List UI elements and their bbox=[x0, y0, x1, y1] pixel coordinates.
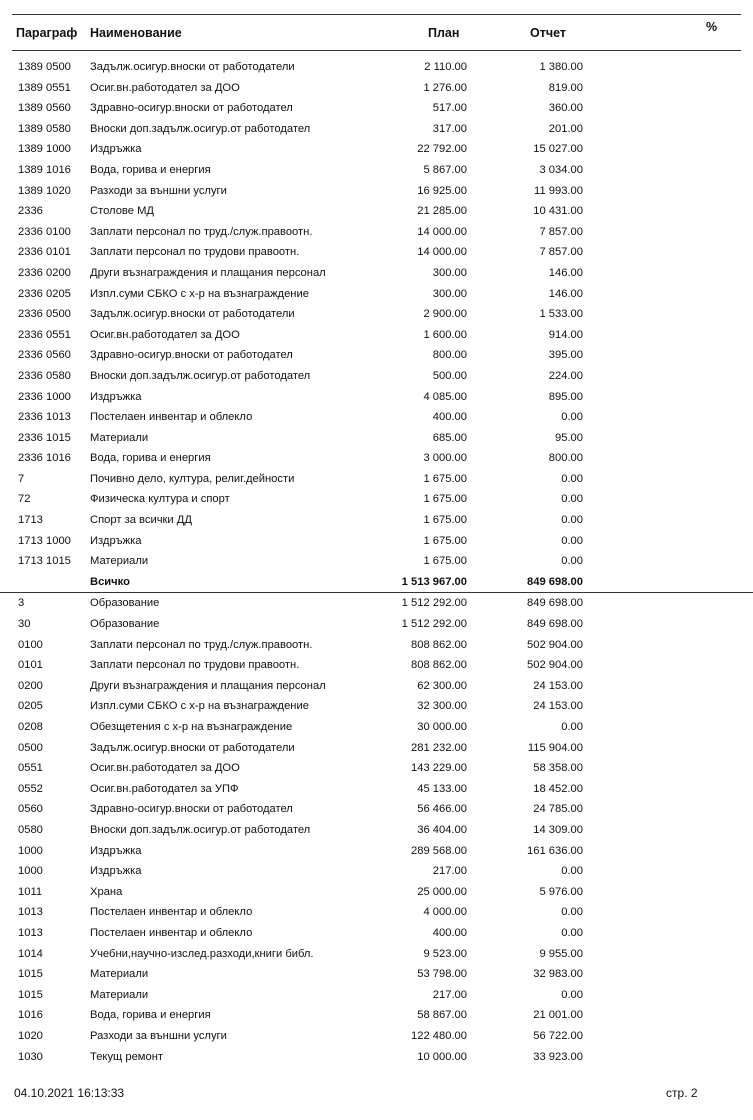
row-paragraph: 2336 0560 bbox=[18, 349, 71, 362]
row-report: 115 904.00 bbox=[527, 741, 583, 754]
row-name: Осиг.вн.работодател за ДОО bbox=[90, 328, 240, 341]
row-name: Вноски доп.задълж.осигур.от работодател bbox=[90, 122, 311, 135]
table-row bbox=[0, 345, 753, 366]
table-row bbox=[0, 944, 753, 965]
table-row bbox=[0, 717, 753, 738]
row-paragraph: 2336 0200 bbox=[18, 266, 71, 279]
row-report: 7 857.00 bbox=[539, 246, 583, 259]
row-report: 3 034.00 bbox=[539, 163, 583, 176]
row-name: Постелаен инвентар и облекло bbox=[90, 926, 253, 939]
table-row bbox=[0, 861, 753, 882]
row-report: 0.00 bbox=[561, 411, 583, 424]
row-paragraph: 1000 bbox=[18, 844, 43, 857]
row-plan: 58 867.00 bbox=[417, 1009, 467, 1022]
row-name: Осиг.вн.работодател за ДОО bbox=[90, 762, 240, 775]
row-report: 9 955.00 bbox=[539, 947, 583, 960]
table-row bbox=[0, 57, 753, 78]
row-plan: 500.00 bbox=[432, 369, 467, 382]
row-paragraph: 1389 1016 bbox=[18, 163, 71, 176]
row-report: 0.00 bbox=[561, 555, 583, 568]
row-plan: 32 300.00 bbox=[417, 700, 467, 713]
table-row bbox=[0, 531, 753, 552]
row-name: Вноски доп.задълж.осигур.от работодател bbox=[90, 369, 311, 382]
row-paragraph: 1015 bbox=[18, 988, 43, 1001]
row-paragraph: 0208 bbox=[18, 721, 43, 733]
row-report: 95.00 bbox=[555, 431, 583, 444]
row-plan: 1 276.00 bbox=[423, 81, 467, 94]
row-plan: 2 900.00 bbox=[423, 308, 467, 321]
table-header bbox=[16, 20, 736, 48]
table-row bbox=[0, 181, 753, 202]
row-plan: 14 000.00 bbox=[417, 225, 467, 238]
row-plan: 9 523.00 bbox=[423, 947, 467, 960]
row-name: Храна bbox=[90, 885, 123, 898]
row-name: Издръжка bbox=[90, 534, 142, 547]
row-name: Задълж.осигур.вноски от работодатели bbox=[90, 61, 295, 73]
row-plan: 30 000.00 bbox=[417, 721, 467, 733]
row-plan: 517.00 bbox=[432, 102, 467, 115]
row-plan: 25 000.00 bbox=[417, 885, 467, 898]
row-report: 0.00 bbox=[561, 514, 583, 527]
row-report: 24 785.00 bbox=[533, 803, 583, 816]
row-paragraph: 1016 bbox=[18, 1009, 43, 1022]
row-name: Вода, горива и енергия bbox=[90, 452, 211, 465]
table-row bbox=[0, 820, 753, 841]
row-name: Заплати персонал по труд./служ.правоотн. bbox=[90, 225, 313, 238]
table-row bbox=[0, 614, 753, 635]
table-row bbox=[0, 263, 753, 284]
row-name: Образование bbox=[90, 597, 160, 610]
row-report: 819.00 bbox=[548, 81, 583, 94]
table-row bbox=[0, 841, 753, 862]
row-paragraph: 0205 bbox=[18, 700, 43, 713]
row-report: 201.00 bbox=[548, 122, 583, 135]
row-report: 1 533.00 bbox=[539, 308, 583, 321]
row-plan: 143 229.00 bbox=[411, 762, 467, 775]
table-row bbox=[0, 882, 753, 903]
row-name: Вода, горива и енергия bbox=[90, 1009, 211, 1022]
table-row bbox=[0, 1005, 753, 1026]
table-row bbox=[0, 407, 753, 428]
row-paragraph: 1020 bbox=[18, 1029, 43, 1042]
row-plan: 800.00 bbox=[432, 349, 467, 362]
row-name: Изпл.суми СБКО с х-р на възнаграждение bbox=[90, 287, 309, 300]
row-paragraph: 1013 bbox=[18, 906, 43, 919]
row-paragraph: 0580 bbox=[18, 823, 43, 836]
row-name: Обезщетения с х-р на възнаграждение bbox=[90, 721, 293, 733]
row-name: Всичко bbox=[90, 575, 130, 588]
row-plan: 56 466.00 bbox=[417, 803, 467, 816]
row-name: Издръжка bbox=[90, 844, 142, 857]
row-plan: 217.00 bbox=[432, 865, 467, 878]
row-plan: 45 133.00 bbox=[417, 782, 467, 795]
row-paragraph: 1389 0551 bbox=[18, 81, 71, 94]
row-name: Заплати персонал по труд./служ.правоотн. bbox=[90, 638, 313, 651]
table-body bbox=[0, 57, 753, 1067]
table-row bbox=[0, 242, 753, 263]
row-paragraph: 1000 bbox=[18, 865, 43, 878]
row-plan: 300.00 bbox=[432, 266, 467, 279]
row-report: 56 722.00 bbox=[533, 1029, 583, 1042]
table-row bbox=[0, 201, 753, 222]
header-rule bbox=[12, 50, 741, 51]
row-plan: 808 862.00 bbox=[411, 638, 467, 651]
row-paragraph: 2336 0101 bbox=[18, 246, 71, 259]
row-paragraph: 1713 1015 bbox=[18, 555, 71, 568]
row-report: 224.00 bbox=[548, 369, 583, 382]
row-plan: 3 000.00 bbox=[423, 452, 467, 465]
row-plan: 122 480.00 bbox=[411, 1029, 467, 1042]
footer-page-number: стр. 2 bbox=[666, 1086, 698, 1100]
row-paragraph: 1014 bbox=[18, 947, 43, 960]
row-plan: 2 110.00 bbox=[424, 61, 467, 73]
table-row bbox=[0, 78, 753, 99]
row-plan: 1 513 967.00 bbox=[401, 575, 467, 588]
table-row bbox=[0, 551, 753, 572]
row-plan: 1 675.00 bbox=[423, 555, 467, 568]
table-row bbox=[0, 160, 753, 181]
row-report: 14 309.00 bbox=[533, 823, 583, 836]
row-plan: 808 862.00 bbox=[411, 659, 467, 672]
table-row bbox=[0, 779, 753, 800]
table-row bbox=[0, 799, 753, 820]
row-name: Задълж.осигур.вноски от работодатели bbox=[90, 741, 295, 754]
top-rule bbox=[12, 14, 741, 15]
table-row bbox=[0, 696, 753, 717]
row-paragraph: 1713 1000 bbox=[18, 534, 71, 547]
table-row bbox=[0, 222, 753, 243]
table-row bbox=[0, 387, 753, 408]
row-paragraph: 2336 0205 bbox=[18, 287, 71, 300]
table-row bbox=[0, 98, 753, 119]
row-plan: 1 675.00 bbox=[423, 493, 467, 506]
row-paragraph: 1011 bbox=[18, 885, 43, 898]
table-row bbox=[0, 139, 753, 160]
table-row bbox=[0, 1047, 753, 1068]
table-row bbox=[0, 448, 753, 469]
row-name: Издръжка bbox=[90, 143, 142, 156]
row-paragraph: 1013 bbox=[18, 926, 43, 939]
row-report: 32 983.00 bbox=[533, 968, 583, 981]
row-plan: 1 600.00 bbox=[423, 328, 467, 341]
row-report: 161 636.00 bbox=[527, 844, 583, 857]
row-name: Столове МД bbox=[90, 205, 154, 218]
row-name: Други възнаграждения и плащания персонал bbox=[90, 679, 326, 692]
row-report: 0.00 bbox=[561, 926, 583, 939]
row-plan: 53 798.00 bbox=[417, 968, 467, 981]
row-paragraph: 1389 0500 bbox=[18, 61, 71, 73]
row-paragraph: 30 bbox=[18, 618, 31, 631]
row-plan: 300.00 bbox=[432, 287, 467, 300]
header-plan: План bbox=[428, 26, 460, 40]
row-paragraph: 2336 1000 bbox=[18, 390, 71, 403]
row-name: Издръжка bbox=[90, 390, 142, 403]
row-report: 895.00 bbox=[548, 390, 583, 403]
row-paragraph: 2336 0551 bbox=[18, 328, 71, 341]
row-report: 0.00 bbox=[561, 721, 583, 733]
header-paragraph: Параграф bbox=[16, 26, 78, 40]
row-paragraph: 2336 0100 bbox=[18, 225, 71, 238]
row-name: Физическа култура и спорт bbox=[90, 493, 230, 506]
row-report: 0.00 bbox=[561, 472, 583, 485]
row-report: 21 001.00 bbox=[533, 1009, 583, 1022]
row-paragraph: 2336 0500 bbox=[18, 308, 71, 321]
row-paragraph: 2336 1016 bbox=[18, 452, 71, 465]
row-name: Задълж.осигур.вноски от работодатели bbox=[90, 308, 295, 321]
row-report: 15 027.00 bbox=[533, 143, 583, 156]
row-report: 5 976.00 bbox=[539, 885, 583, 898]
row-plan: 14 000.00 bbox=[417, 246, 467, 259]
row-plan: 1 512 292.00 bbox=[401, 618, 467, 631]
row-name: Образование bbox=[90, 618, 160, 631]
row-report: 7 857.00 bbox=[539, 225, 583, 238]
row-plan: 62 300.00 bbox=[417, 679, 467, 692]
table-row bbox=[0, 635, 753, 656]
row-name: Осиг.вн.работодател за УПФ bbox=[90, 782, 239, 795]
row-paragraph: 1389 1020 bbox=[18, 184, 71, 197]
table-row bbox=[0, 923, 753, 944]
row-report: 146.00 bbox=[548, 266, 583, 279]
row-name: Материали bbox=[90, 968, 149, 981]
row-paragraph: 1030 bbox=[18, 1050, 43, 1063]
row-report: 914.00 bbox=[548, 328, 583, 341]
row-name: Учебни,научно-изслед.разходи,книги библ. bbox=[90, 947, 314, 960]
row-name: Здравно-осигур.вноски от работодател bbox=[90, 803, 293, 816]
total-row bbox=[0, 572, 753, 594]
row-report: 11 993.00 bbox=[534, 184, 583, 197]
row-plan: 4 085.00 bbox=[423, 390, 467, 403]
table-row bbox=[0, 985, 753, 1006]
row-report: 24 153.00 bbox=[533, 700, 583, 713]
row-paragraph: 2336 0580 bbox=[18, 369, 71, 382]
row-report: 502 904.00 bbox=[527, 659, 583, 672]
row-name: Материали bbox=[90, 988, 149, 1001]
row-paragraph: 0200 bbox=[18, 679, 43, 692]
row-plan: 281 232.00 bbox=[411, 741, 467, 754]
row-report: 0.00 bbox=[561, 534, 583, 547]
table-row bbox=[0, 655, 753, 676]
table-row bbox=[0, 366, 753, 387]
row-plan: 5 867.00 bbox=[423, 163, 467, 176]
row-plan: 1 512 292.00 bbox=[401, 597, 467, 610]
row-report: 33 923.00 bbox=[533, 1050, 583, 1063]
table-row bbox=[0, 902, 753, 923]
row-name: Постелаен инвентар и облекло bbox=[90, 411, 253, 424]
row-name: Издръжка bbox=[90, 865, 142, 878]
row-name: Осиг.вн.работодател за ДОО bbox=[90, 81, 240, 94]
row-name: Материали bbox=[90, 431, 149, 444]
table-row bbox=[0, 284, 753, 305]
row-name: Здравно-осигур.вноски от работодател bbox=[90, 349, 293, 362]
table-row bbox=[0, 469, 753, 490]
row-name: Заплати персонал по трудови правоотн. bbox=[90, 246, 300, 259]
row-report: 502 904.00 bbox=[527, 638, 583, 651]
row-plan: 317.00 bbox=[432, 122, 467, 135]
row-report: 800.00 bbox=[548, 452, 583, 465]
table-row bbox=[0, 489, 753, 510]
row-paragraph: 3 bbox=[18, 597, 25, 610]
row-paragraph: 7 bbox=[18, 472, 25, 485]
row-plan: 22 792.00 bbox=[417, 143, 467, 156]
row-plan: 4 000.00 bbox=[423, 906, 467, 919]
row-plan: 1 675.00 bbox=[423, 472, 467, 485]
row-name: Здравно-осигур.вноски от работодател bbox=[90, 102, 293, 115]
table-row bbox=[0, 510, 753, 531]
header-name: Наименование bbox=[90, 26, 182, 40]
row-report: 24 153.00 bbox=[533, 679, 583, 692]
row-paragraph: 2336 1015 bbox=[18, 431, 71, 444]
row-plan: 1 675.00 bbox=[423, 514, 467, 527]
header-percent: % bbox=[706, 20, 718, 34]
table-row bbox=[0, 325, 753, 346]
row-name: Вода, горива и енергия bbox=[90, 163, 211, 176]
table-row bbox=[0, 738, 753, 759]
row-report: 58 358.00 bbox=[533, 762, 583, 775]
row-name: Разходи за външни услуги bbox=[90, 1029, 227, 1042]
row-paragraph: 0100 bbox=[18, 638, 43, 651]
table-row bbox=[0, 964, 753, 985]
row-plan: 400.00 bbox=[432, 926, 467, 939]
row-plan: 400.00 bbox=[432, 411, 467, 424]
row-paragraph: 1389 1000 bbox=[18, 143, 71, 156]
row-name: Заплати персонал по трудови правоотн. bbox=[90, 659, 300, 672]
row-plan: 685.00 bbox=[432, 431, 467, 444]
row-paragraph: 0551 bbox=[18, 762, 43, 775]
row-paragraph: 2336 bbox=[18, 205, 43, 218]
row-name: Материали bbox=[90, 555, 149, 568]
row-paragraph: 72 bbox=[18, 493, 31, 506]
row-name: Изпл.суми СБКО с х-р на възнаграждение bbox=[90, 700, 309, 713]
row-paragraph: 1389 0580 bbox=[18, 122, 71, 135]
table-row bbox=[0, 676, 753, 697]
row-name: Постелаен инвентар и облекло bbox=[90, 906, 253, 919]
row-paragraph: 1713 bbox=[18, 514, 43, 527]
row-name: Вноски доп.задълж.осигур.от работодател bbox=[90, 823, 311, 836]
row-report: 849 698.00 bbox=[527, 575, 583, 588]
row-name: Разходи за външни услуги bbox=[90, 184, 227, 197]
row-report: 0.00 bbox=[561, 988, 583, 1001]
row-paragraph: 1389 0560 bbox=[18, 102, 71, 115]
table-row bbox=[0, 428, 753, 449]
row-report: 1 380.00 bbox=[539, 61, 583, 73]
row-report: 849 698.00 bbox=[527, 618, 583, 631]
row-report: 18 452.00 bbox=[533, 782, 583, 795]
row-name: Почивно дело, култура, религ.дейности bbox=[90, 472, 295, 485]
table-row bbox=[0, 119, 753, 140]
row-report: 360.00 bbox=[548, 102, 583, 115]
footer-timestamp: 04.10.2021 16:13:33 bbox=[14, 1086, 125, 1100]
row-plan: 217.00 bbox=[432, 988, 467, 1001]
row-plan: 289 568.00 bbox=[411, 844, 467, 857]
row-name: Текущ ремонт bbox=[90, 1050, 164, 1063]
row-report: 0.00 bbox=[561, 493, 583, 506]
row-plan: 16 925.00 bbox=[417, 184, 467, 197]
table-row bbox=[0, 593, 753, 614]
row-paragraph: 1015 bbox=[18, 968, 43, 981]
row-name: Спорт за всички ДД bbox=[90, 514, 192, 527]
row-report: 0.00 bbox=[561, 865, 583, 878]
table-row bbox=[0, 304, 753, 325]
row-paragraph: 2336 1013 bbox=[18, 411, 71, 424]
table-row bbox=[0, 758, 753, 779]
row-report: 146.00 bbox=[548, 287, 583, 300]
row-plan: 21 285.00 bbox=[417, 205, 467, 218]
row-paragraph: 0552 bbox=[18, 782, 43, 795]
row-plan: 36 404.00 bbox=[417, 823, 467, 836]
row-plan: 1 675.00 bbox=[423, 534, 467, 547]
row-report: 849 698.00 bbox=[527, 597, 583, 610]
row-name: Други възнаграждения и плащания персонал bbox=[90, 266, 326, 279]
row-report: 0.00 bbox=[561, 906, 583, 919]
row-report: 10 431.00 bbox=[533, 205, 583, 218]
row-paragraph: 0101 bbox=[18, 659, 43, 672]
row-paragraph: 0500 bbox=[18, 741, 43, 754]
table-row bbox=[0, 1026, 753, 1047]
row-paragraph: 0560 bbox=[18, 803, 43, 816]
header-report: Отчет bbox=[530, 26, 567, 40]
row-plan: 10 000.00 bbox=[417, 1050, 467, 1063]
row-report: 395.00 bbox=[548, 349, 583, 362]
